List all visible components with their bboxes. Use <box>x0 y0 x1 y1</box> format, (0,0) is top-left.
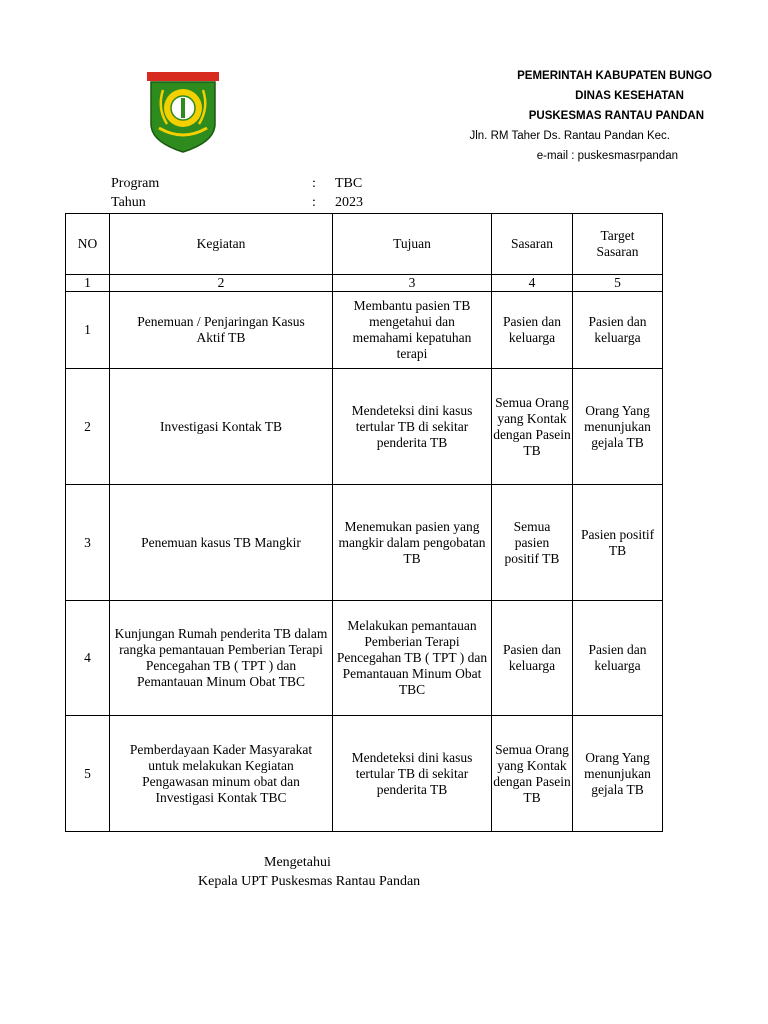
table-row <box>66 716 663 832</box>
letterhead-email: e-mail : puskesmasrpandan <box>536 150 678 162</box>
letterhead-line-3: PUSKESMAS RANTAU PANDAN <box>528 110 704 122</box>
tahun-colon: : <box>312 195 316 210</box>
row-target: Pasien positif TB <box>573 485 663 601</box>
letterhead-line-2: DINAS KESEHATAN <box>575 90 684 102</box>
row-sasaran: Pasien dan keluarga <box>492 601 573 716</box>
row-sasaran: Semua pasien positif TB <box>492 485 573 601</box>
column-number: 5 <box>573 275 663 292</box>
row-tujuan: Melakukan pemantauan Pemberian Terapi Pencegahan TB ( TPT ) dan Pemantauan Minum Obat TBC <box>333 601 492 716</box>
header-target-sasaran: Target Sasaran <box>573 214 663 275</box>
row-kegiatan: Penemuan / Penjaringan Kasus Aktif TB <box>110 292 333 369</box>
column-number: 2 <box>110 275 333 292</box>
row-no: 2 <box>66 369 110 485</box>
tahun-value: 2023 <box>335 195 363 210</box>
table-row <box>66 485 663 601</box>
row-no: 1 <box>66 292 110 369</box>
table-row <box>66 369 663 485</box>
program-label: Program <box>111 176 160 191</box>
row-kegiatan: Investigasi Kontak TB <box>110 369 333 485</box>
header-tujuan: Tujuan <box>333 214 492 275</box>
row-no: 5 <box>66 716 110 832</box>
row-no: 4 <box>66 601 110 716</box>
row-sasaran: Semua Orang yang Kontak dengan Pasein TB <box>492 716 573 832</box>
row-target: Pasien dan keluarga <box>573 292 663 369</box>
header-no: NO <box>66 214 110 275</box>
column-number: 3 <box>333 275 492 292</box>
row-sasaran: Semua Orang yang Kontak dengan Pasein TB <box>492 369 573 485</box>
kabupaten-bungo-logo <box>145 70 221 154</box>
row-target: Orang Yang menunjukan gejala TB <box>573 369 663 485</box>
row-tujuan: Mendeteksi dini kasus tertular TB di sekitar penderita TB <box>333 716 492 832</box>
row-target: Orang Yang menunjukan gejala TB <box>573 716 663 832</box>
logo-banner <box>147 72 219 81</box>
table-row <box>66 292 663 369</box>
row-target: Pasien dan keluarga <box>573 601 663 716</box>
logo-center-figure <box>181 98 185 118</box>
row-kegiatan: Penemuan kasus TB Mangkir <box>110 485 333 601</box>
column-number: 1 <box>66 275 110 292</box>
table-header-row <box>66 214 663 275</box>
row-kegiatan: Pemberdayaan Kader Masyarakat untuk melakukan Kegiatan Pengawasan minum obat dan Investigasi Kontak TBC <box>110 716 333 832</box>
header-sasaran: Sasaran <box>492 214 573 275</box>
activity-table <box>65 213 663 832</box>
tahun-label: Tahun <box>111 195 146 210</box>
row-no: 3 <box>66 485 110 601</box>
letterhead-line-1: PEMERINTAH KABUPATEN BUNGO <box>517 70 712 82</box>
row-tujuan: Menemukan pasien yang mangkir dalam pengobatan TB <box>333 485 492 601</box>
row-tujuan: Membantu pasien TB mengetahui dan memahami kepatuhan terapi <box>333 292 492 369</box>
program-colon: : <box>312 176 316 191</box>
program-value: TBC <box>335 176 363 191</box>
column-number: 4 <box>492 275 573 292</box>
letterhead <box>420 66 712 166</box>
signature-title: Kepala UPT Puskesmas Rantau Pandan <box>198 874 421 889</box>
column-number-row <box>66 275 663 292</box>
row-tujuan: Mendeteksi dini kasus tertular TB di sekitar penderita TB <box>333 369 492 485</box>
header-kegiatan: Kegiatan <box>110 214 333 275</box>
row-sasaran: Pasien dan keluarga <box>492 292 573 369</box>
row-kegiatan: Kunjungan Rumah penderita TB dalam rangka pemantauan Pemberian Terapi Pencegahan TB ( TPT ) dan Pemantauan Minum Obat TBC <box>110 601 333 716</box>
table-row <box>66 601 663 716</box>
signature-mengetahui: Mengetahui <box>264 855 331 870</box>
letterhead-address: Jln. RM Taher Ds. Rantau Pandan Kec. <box>469 130 670 142</box>
